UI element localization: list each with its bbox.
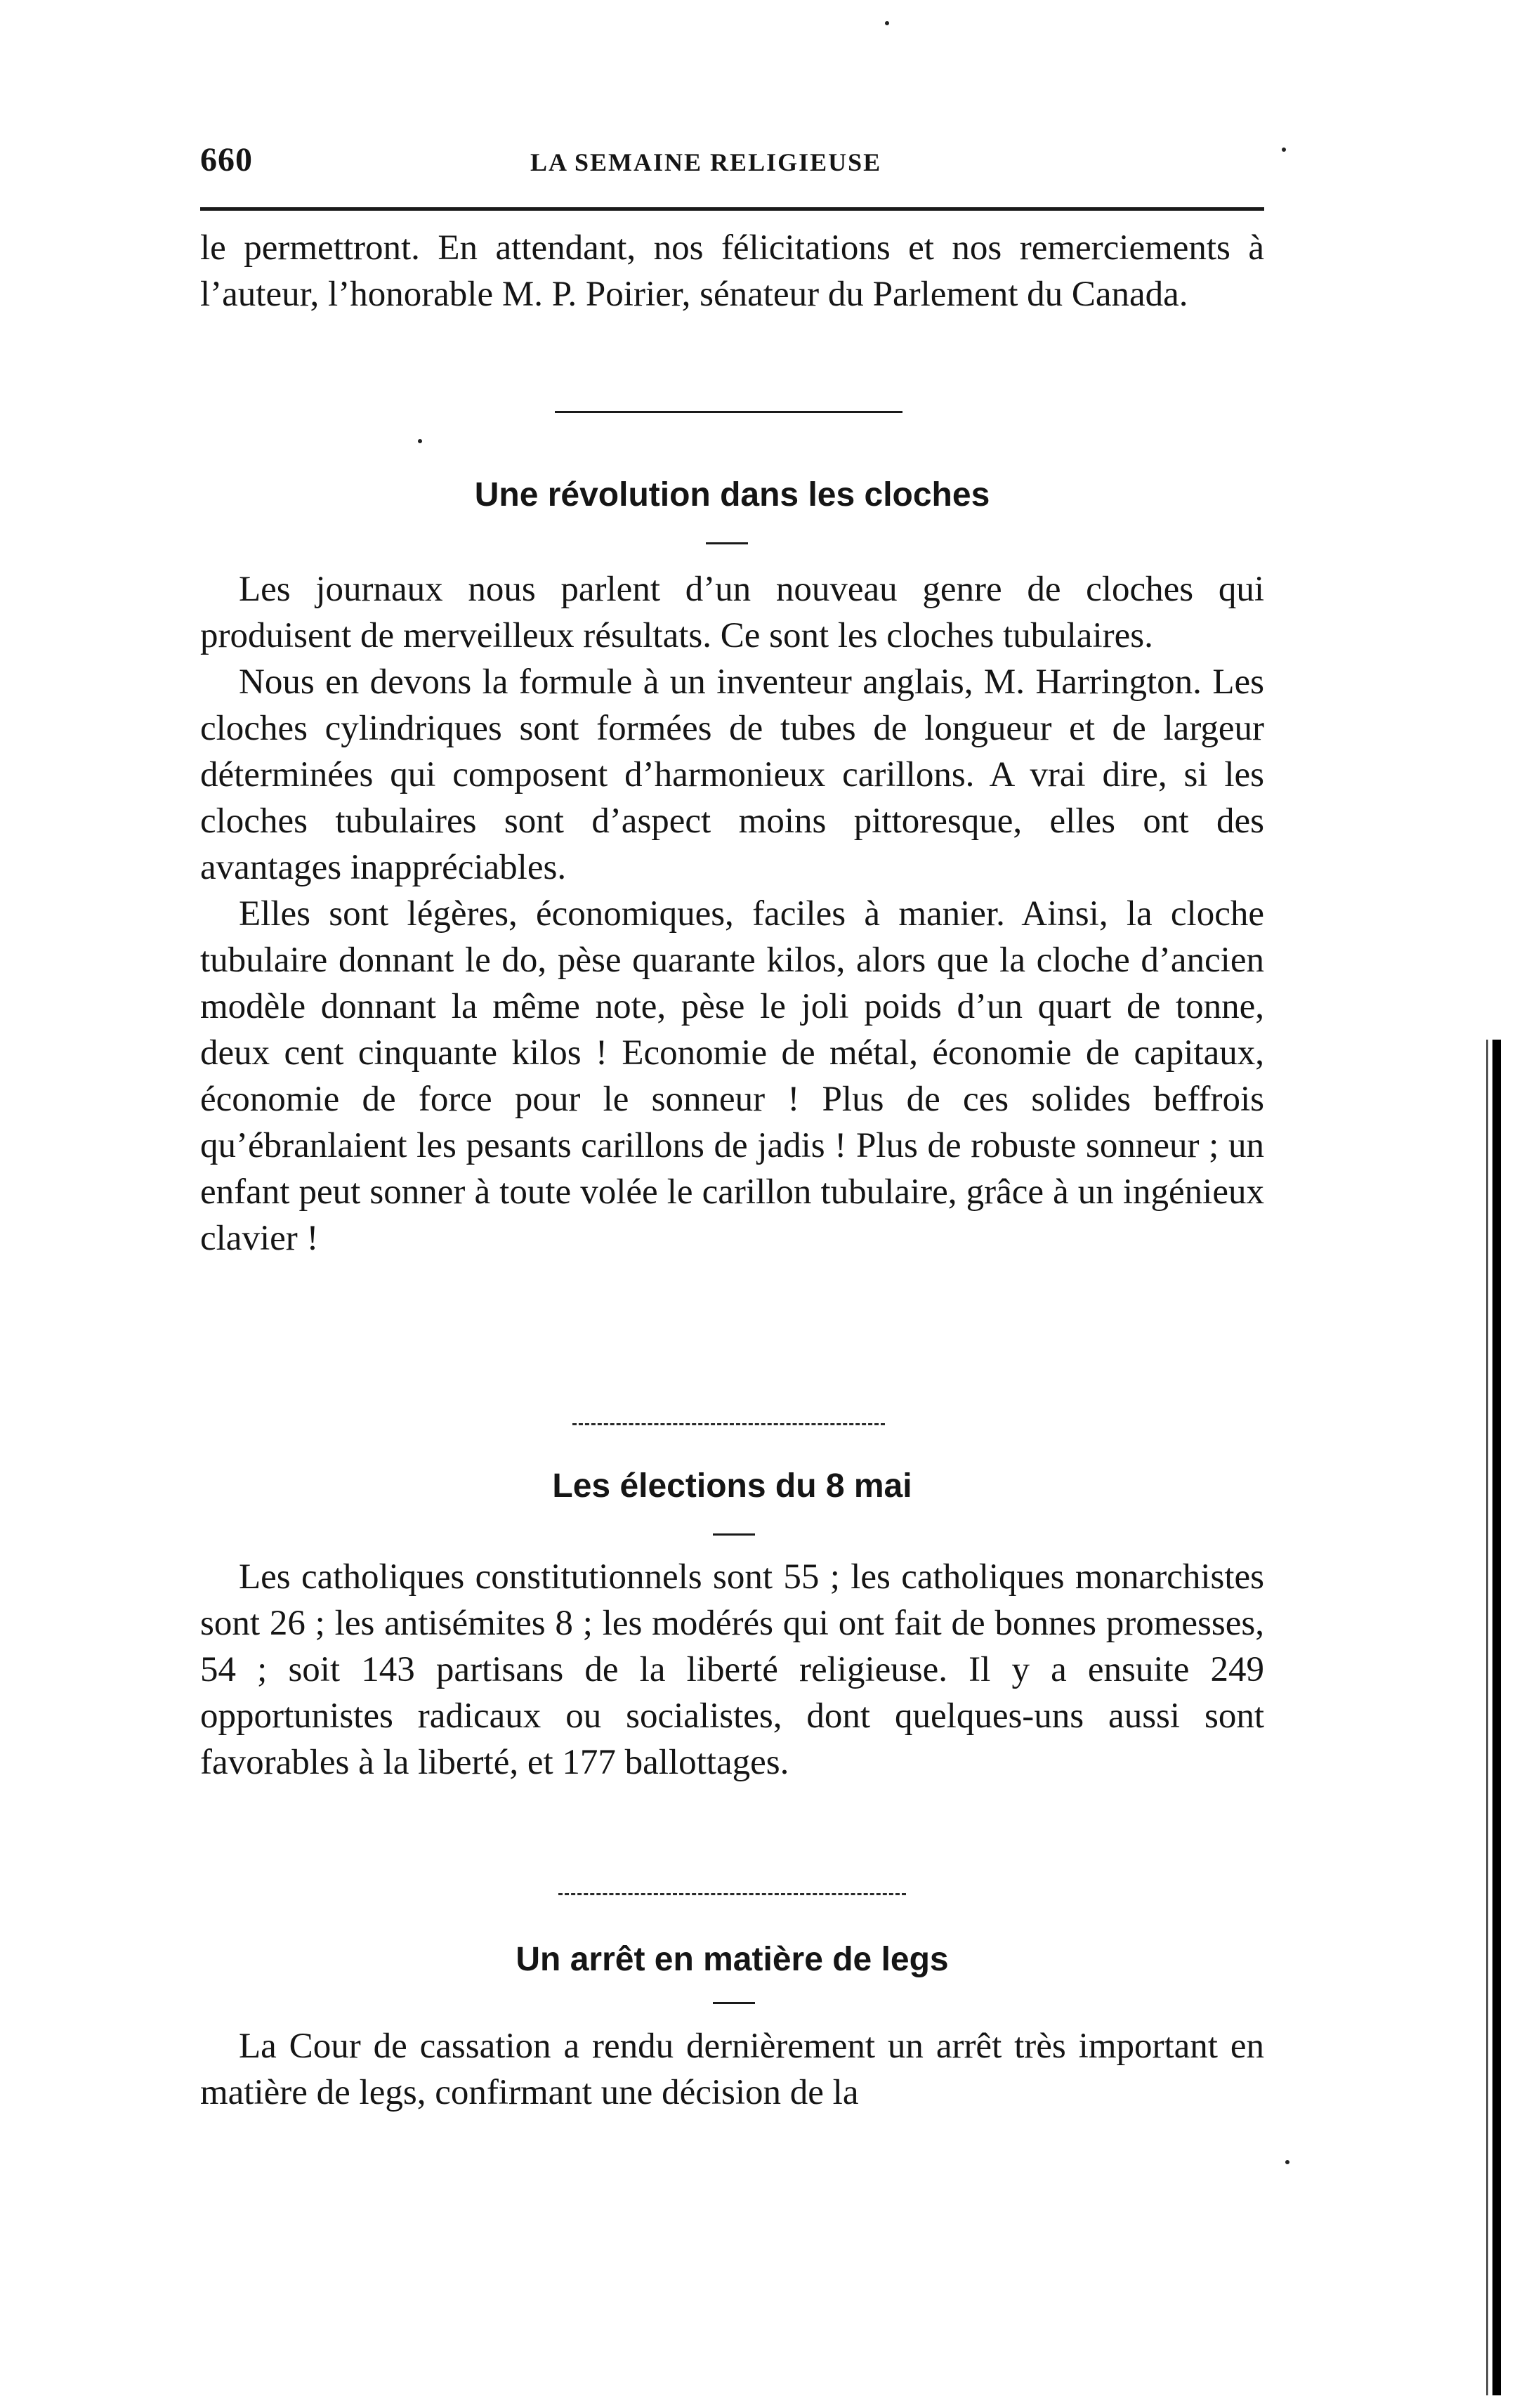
header-rule <box>200 207 1264 211</box>
section-separator <box>555 411 902 413</box>
heading-underline <box>706 542 748 544</box>
paragraph: Nous en devons la formule à un inventeur anglais, M. Harrington. Les cloches cylindriques sont formées de tubes de longueur et de largeur déterminées qui composent d’harmonieux carillons. A vrai dire, si les cloches tubulaires sont d’aspect moins pittoresque, elles ont des avantages inappréciables. <box>200 662 1264 887</box>
paragraph: La Cour de cassation a rendu dernièrement un arrêt très important en matière de legs, confirmant une décision de la <box>200 2027 1264 2112</box>
scan-speck <box>885 21 889 25</box>
article-body <box>200 566 1264 1262</box>
paragraph: Les journaux nous parlent d’un nouveau genre de cloches qui produisent de merveilleux résultats. Ce sont les cloches tubulaires. <box>200 570 1264 655</box>
running-head <box>200 140 1264 190</box>
section-separator <box>572 1423 885 1425</box>
section-separator <box>558 1893 906 1895</box>
scan-speck <box>1282 148 1286 152</box>
heading-underline <box>713 2002 755 2004</box>
scan-speck <box>418 439 422 443</box>
paragraph: Les catholiques constitutionnels sont 55 ; les catholiques monarchistes sont 26 ; les antisémites 8 ; les modérés qui ont fait de bonnes promesses, 54 ; soit 143 partisans de la liberté religieuse. Il y a ensuite 249 opportunistes radicaux ou socialistes, dont quelques-uns aussi sont favorables à la liberté, et 177 ballottages. <box>200 1557 1264 1782</box>
section-heading: Les élections du 8 mai <box>552 1467 912 1505</box>
section-heading: Une révolution dans les cloches <box>474 476 990 513</box>
scan-edge-shadow <box>1492 1040 1501 2395</box>
page-number: 660 <box>200 141 253 178</box>
article-body <box>200 1554 1264 1786</box>
article-body <box>200 2023 1264 2116</box>
heading-underline <box>713 1533 755 1536</box>
running-title: LA SEMAINE RELIGIEUSE <box>530 148 882 176</box>
section-heading: Un arrêt en matière de legs <box>516 1941 949 1978</box>
scan-edge-line <box>1486 1040 1488 2395</box>
scan-speck <box>1285 2160 1289 2164</box>
paragraph: Elles sont légères, économiques, faciles à manier. Ainsi, la cloche tubulaire donnant le do, pèse quarante kilos, alors que la cloche d’ancien modèle donnant la même note, pèse le joli poids d’un quart de tonne, deux cent cinquante kilos ! Economie de métal, économie de capitaux, économie de force pour le sonneur ! Plus de ces solides beffrois qu’ébranlaient les pesants carillons de jadis ! Plus de robuste sonneur ; un enfant peut sonner à toute volée le carillon tubulaire, grâce à un ingénieux clavier ! <box>200 894 1264 1258</box>
paragraph: le permettront. En attendant, nos félicitations et nos remerciements à l’auteur, l’honorable M. P. Poirier, sénateur du Parlement du Canada. <box>200 228 1264 314</box>
continuation-text <box>200 225 1264 318</box>
